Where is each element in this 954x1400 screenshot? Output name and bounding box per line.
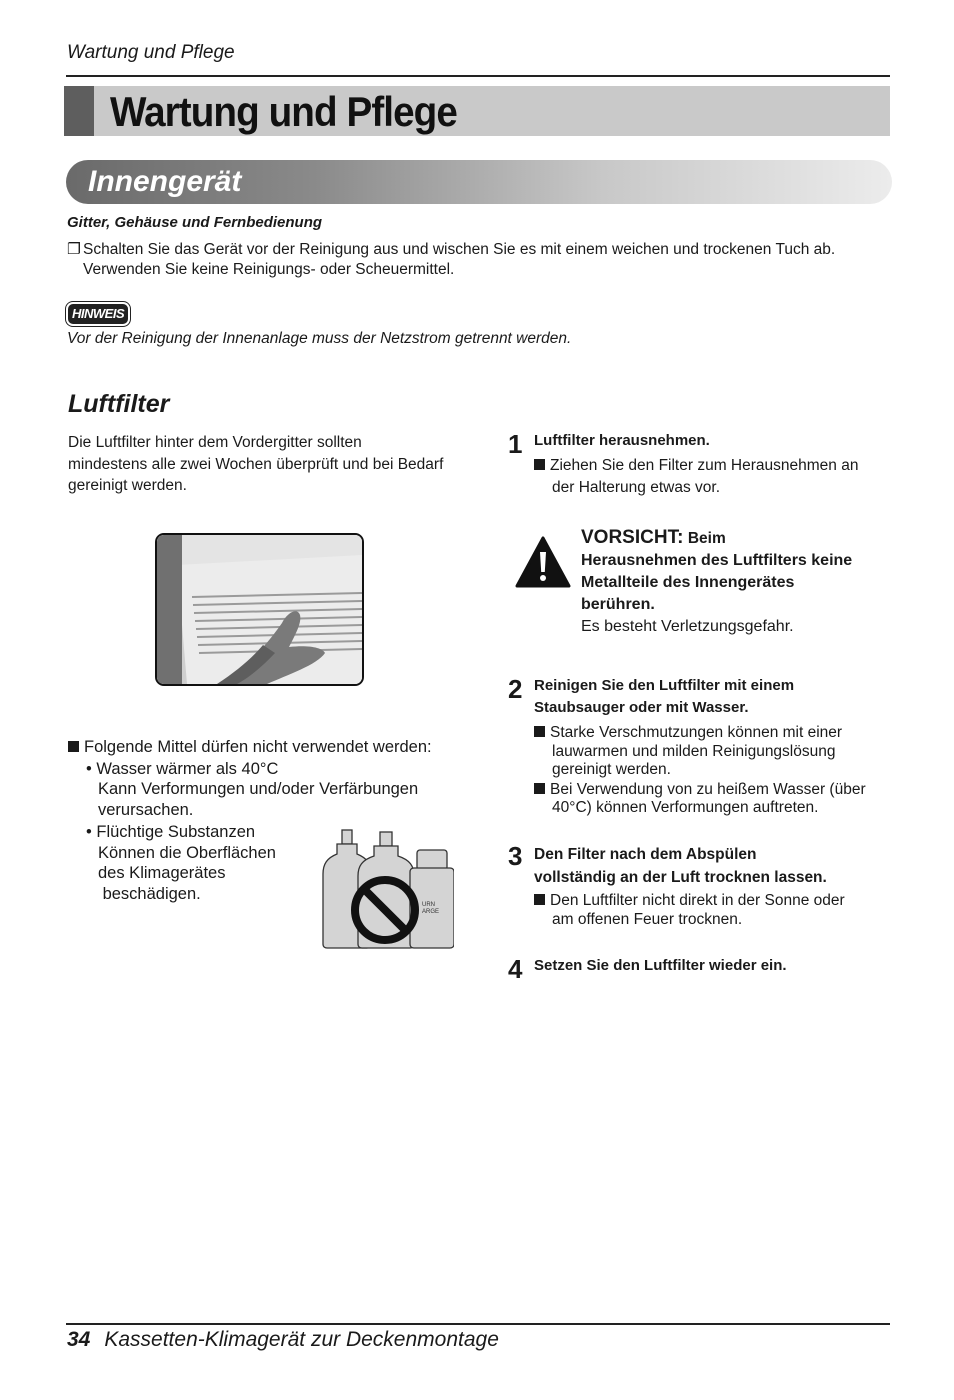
cleaning-subheading: Gitter, Gehäuse und Fernbedienung (67, 214, 323, 231)
item-text: Können die Oberflächen (98, 843, 276, 862)
item-text: beschädigen. (98, 884, 201, 903)
list-item (86, 759, 488, 821)
step-bullet (534, 724, 894, 780)
bottle-label-1: URN (422, 902, 435, 908)
cleaning-text-1: ❐ Schalten Sie das Gerät vor der Reinigung aus und wischen Sie es mit einem weichen und trockenen Tuch ab. (67, 241, 836, 258)
step-bullet-line: Starke Verschmutzungen können mit einer (550, 724, 843, 741)
section-title: Innengerät (88, 165, 242, 198)
step-number: 2 (508, 674, 523, 704)
intro-line: mindestens alle zwei Wochen überprüft und bei Bedarf (68, 455, 444, 473)
step-title-line: Setzen Sie den Luftfilter wieder ein. (534, 957, 787, 974)
step-bullet-line: am offenen Feuer trocknen. (552, 910, 743, 928)
step-bullet-line: Den Luftfilter nicht direkt in der Sonne oder (550, 892, 845, 909)
caution-line: berühren. (581, 596, 655, 613)
luftfilter-intro (68, 432, 478, 497)
footer-title: Kassetten-Klimagerät zur Deckenmontage (104, 1328, 499, 1351)
square-bullet-icon (534, 459, 545, 470)
list-intro: Folgende Mittel dürfen nicht verwendet werden: (68, 737, 488, 758)
step-number: 1 (508, 429, 523, 459)
item-text: verursachen. (98, 800, 194, 819)
item-text: des Klimagerätes (98, 864, 226, 882)
step-title (534, 430, 894, 452)
step-bullets (534, 724, 894, 818)
hinweis-badge: HINWEIS (68, 304, 128, 324)
step-title-line: Reinigen Sie den Luftfilter mit einem (534, 677, 795, 694)
square-bullet-icon (534, 783, 545, 794)
square-bullet-icon (534, 726, 545, 737)
page-title: Wartung und Pflege (110, 88, 457, 135)
step-number: 3 (508, 841, 523, 871)
step-bullet-line: gereinigt werden. (552, 761, 671, 778)
caution-line: Metallteile des Innengerätes (581, 574, 795, 591)
page-number: 34 (67, 1328, 91, 1351)
header-rule (66, 75, 890, 77)
step-title-line: Staubsauger oder mit Wasser. (534, 699, 749, 716)
caution-label-tail: Beim (687, 530, 726, 547)
luftfilter-heading: Luftfilter (68, 390, 170, 418)
step-bullet-line: der Halterung etwas vor. (552, 479, 721, 496)
cleaning-text-2: Verwenden Sie keine Reinigungs- oder Scheuermittel. (83, 261, 455, 278)
no-solvents-icon (322, 828, 454, 950)
step-bullet (534, 455, 894, 499)
step-bullet-line: lauwarmen und milden Reinigungslösung (552, 742, 836, 760)
square-bullet-icon (68, 741, 79, 752)
square-bullet-icon (534, 894, 545, 905)
intro-line: Die Luftfilter hinter dem Vordergitter sollten (68, 434, 362, 451)
caution-heading (581, 527, 891, 550)
filter-removal-photo (155, 533, 364, 686)
page-title-bar (64, 86, 890, 136)
step-title-line: Den Filter nach dem Abspülen (534, 846, 757, 863)
footer-rule (66, 1323, 890, 1325)
step-title-line: vollständig an der Luft trocknen lassen. (534, 869, 827, 886)
step-title (534, 955, 894, 977)
item-title: • Flüchtige Substanzen (86, 823, 256, 841)
intro-line: gereinigt werden. (68, 477, 187, 494)
step-title (534, 843, 894, 889)
note-text: Vor der Reinigung der Innenanlage muss der Netzstrom getrennt werden. (67, 330, 572, 347)
step-number: 4 (508, 954, 523, 984)
item-title: • Wasser wärmer als 40°C (86, 759, 279, 778)
step-bullet (534, 892, 894, 929)
checkbox-bullet-icon: ❐ (67, 241, 81, 258)
step-bullet-line: 40°C) können Verformungen auftreten. (552, 799, 819, 816)
step-bullet-line: Ziehen Sie den Filter zum Herausnehmen an (550, 457, 859, 474)
filter-removal-illustration (157, 535, 362, 684)
running-header: Wartung und Pflege (67, 42, 235, 63)
step-bullet-line: Bei Verwendung von zu heißem Wasser (über (550, 780, 866, 798)
caution-text (581, 527, 891, 638)
step-bullet (534, 781, 894, 818)
title-accent-block (64, 86, 94, 136)
bottle-label-2: ARGE (422, 909, 440, 915)
step-title (534, 675, 894, 719)
section-bar (66, 160, 892, 204)
step-title-line: Luftfilter herausnehmen. (534, 432, 710, 449)
page-footer (67, 1328, 499, 1352)
caution-line: Es besteht Verletzungsgefahr. (581, 618, 794, 635)
warning-triangle-icon (515, 536, 571, 588)
item-text: Kann Verformungen und/oder Verfärbungen (98, 780, 419, 798)
caution-line: Herausnehmen des Luftfilters keine (581, 552, 853, 569)
caution-label: VORSICHT: (581, 527, 684, 548)
